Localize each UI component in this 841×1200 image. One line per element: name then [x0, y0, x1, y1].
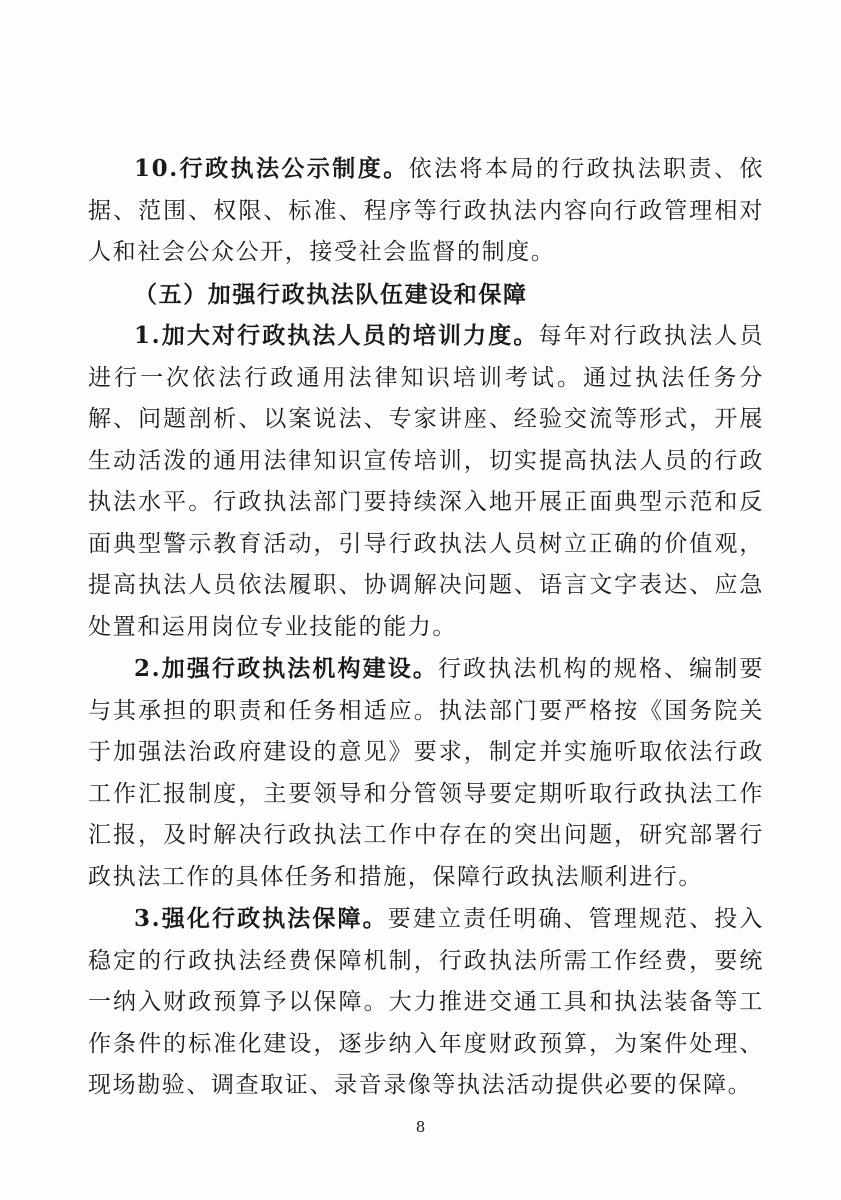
section-heading: （五）加强行政执法队伍建设和保障: [134, 280, 528, 308]
paragraph-text: 每年对行政执法人员进行一次依法行政通用法律知识培训考试。通过执法任务分解、问题剖析、以案说法、专家讲座、经验交流等形式，开展生动活泼的通用法律知识宣传培训，切实提高执法人员的行政执法水平。行政执法部门要持续深入地开展正面典型示范和反面典型警示教育活动，引导行政执法人员树立正确的价值观，提高执法人员依法履职、协调解决问题、语言文字表达、应急处置和运用岗位专业技能的能力。: [88, 323, 764, 640]
paragraph-text: 依法将本局的行政执法职责、依据、范围、权限、标准、程序等行政执法内容向行政管理相对人和社会公众公开，接受社会监督的制度。: [88, 156, 764, 265]
paragraph-lead: 3.强化行政执法保障。: [134, 905, 388, 932]
paragraph-guarantee: [88, 898, 764, 1107]
page-number: 8: [415, 1118, 426, 1136]
paragraph-lead: 1.加大对行政执法人员的培训力度。: [134, 322, 539, 349]
paragraph-text: 要建立责任明确、管理规范、投入稳定的行政执法经费保障机制，行政执法所需工作经费，要统一纳入财政预算予以保障。大力推进交通工具和执法装备等工作条件的标准化建设，逐步纳入年度财政预算，为案件处理、现场勘验、调查取证、录音录像等执法活动提供必要的保障。: [88, 906, 764, 1098]
paragraph-text: 行政执法机构的规格、编制要与其承担的职责和任务相适应。执法部门要严格按《国务院关于加强法治政府建设的意见》要求，制定并实施听取依法行政工作汇报制度，主要领导和分管领导要定期听取行政执法工作汇报，及时解决行政执法工作中存在的突出问题，研究部署行政执法工作的具体任务和措施，保障行政执法顺利进行。: [88, 656, 764, 890]
paragraph-institution-building: [88, 648, 764, 898]
paragraph-publicity-system: [88, 148, 764, 274]
paragraph-lead: 10.行政执法公示制度。: [134, 155, 409, 182]
document-body: [88, 148, 764, 1107]
paragraph-lead: 2.加强行政执法机构建设。: [134, 655, 438, 682]
paragraph-training: [88, 315, 764, 648]
